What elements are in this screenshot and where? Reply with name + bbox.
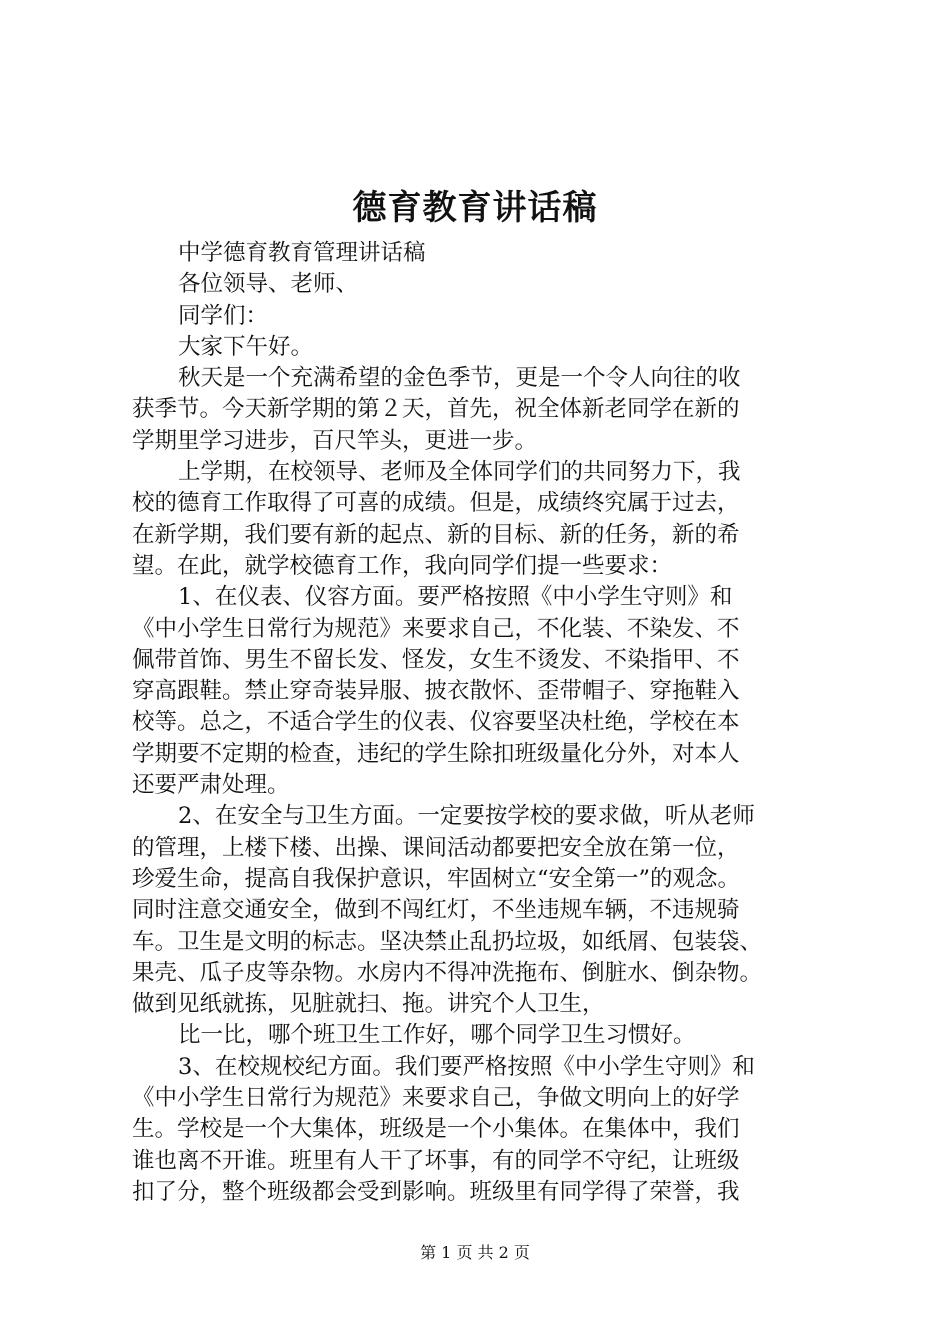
text-line: 望。在此，就学校德育工作，我向同学们提一些要求： <box>132 552 673 579</box>
text-line: 大家下午好。 <box>178 333 314 360</box>
text-line: 生。学校是一个大集体，班级是一个小集体。在集体中，我们 <box>132 1116 740 1143</box>
text-line: 上学期，在校领导、老师及全体同学们的共同努力下，我 <box>178 459 741 486</box>
text-line: 佩带首饰、男生不留长发、怪发，女生不烫发、不染指甲、不 <box>132 646 740 673</box>
text-line: 中学德育教育管理讲话稿 <box>178 240 426 266</box>
text-line: 学期要不定期的检查，违纪的学生除扣班级量化分外，对本人 <box>132 740 740 767</box>
text-line: 谁也离不开谁。班里有人干了坏事，有的同学不守纪，让班级 <box>132 1147 740 1174</box>
document-title: 德育教育讲话稿 <box>352 188 598 228</box>
text-line: 同时注意交通安全，做到不闯红灯，不坐违规车辆，不违规骑 <box>132 897 740 924</box>
text-line: 果壳、瓜子皮等杂物。水房内不得冲洗拖布、倒脏水、倒杂物。 <box>132 959 763 986</box>
text-line: 的管理，上楼下楼、出操、课间活动都要把安全放在第一位， <box>132 834 740 861</box>
text-line: 珍爱生命，提高自我保护意识，牢固树立“安全第一”的观念。 <box>132 865 741 892</box>
text-line: 扣了分，整个班级都会受到影响。班级里有同学得了荣誉，我 <box>132 1178 740 1205</box>
text-line: 还要严肃处理。 <box>132 772 290 799</box>
text-line: 比一比，哪个班卫生工作好，哪个同学卫生习惯好。 <box>178 1022 696 1049</box>
document-body <box>132 238 832 1208</box>
text-line: 3、在校规校纪方面。我们要严格按照《中小学生守则》和 <box>178 1053 755 1080</box>
text-line: 学期里学习进步，百尺竿头，更进一步。 <box>132 427 538 454</box>
text-line: 做到见纸就拣，见脏就扫、拖。讲究个人卫生， <box>132 991 605 1018</box>
text-line: 校等。总之，不适合学生的仪表、仪容要坚决杜绝，学校在本 <box>132 709 740 736</box>
text-line: 各位领导、老师、 <box>178 271 359 298</box>
text-line: 1、在仪表、仪容方面。要严格按照《中小学生守则》和 <box>178 584 733 611</box>
text-line: 车。卫生是文明的标志。坚决禁止乱扔垃圾，如纸屑、包装袋、 <box>132 928 763 955</box>
text-line: 《中小学生日常行为规范》来要求自己，争做文明向上的好学 <box>132 1085 740 1112</box>
text-line: 2、在安全与卫生方面。一定要按学校的要求做，听从老师 <box>178 803 755 830</box>
text-line: 《中小学生日常行为规范》来要求自己，不化装、不染发、不 <box>132 615 740 642</box>
text-line: 在新学期，我们要有新的起点、新的目标、新的任务，新的希 <box>132 521 740 548</box>
text-line: 穿高跟鞋。禁止穿奇装异服、披衣散怀、歪带帽子、穿拖鞋入 <box>132 678 740 705</box>
text-line: 获季节。今天新学期的第２天，首先，祝全体新老同学在新的 <box>132 396 740 423</box>
page-footer: 第 1 页 共 2 页 <box>420 1243 530 1262</box>
text-line: 校的德育工作取得了可喜的成绩。但是，成绩终究属于过去， <box>132 490 740 517</box>
text-line: 秋天是一个充满希望的金色季节，更是一个令人向往的收 <box>178 365 741 392</box>
text-line: 同学们： <box>178 302 269 329</box>
